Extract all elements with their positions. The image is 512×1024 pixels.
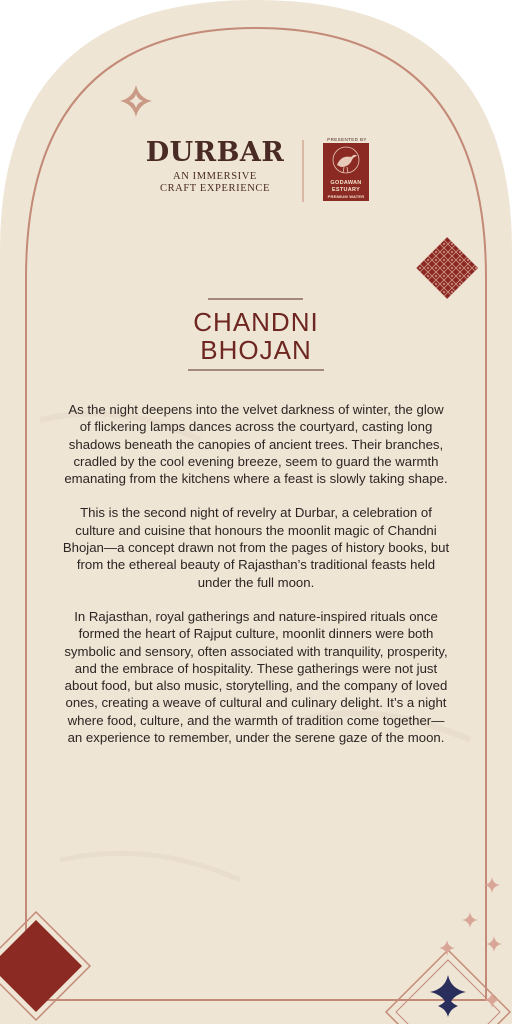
sponsor-line2: ESTUARY: [331, 187, 361, 193]
paragraph-3: In Rajasthan, royal gatherings and nature-inspired rituals once formed the heart of Rajput culture, moonlit dinners were both symbolic and sensory, often associated with tranquility, prosperity, and the embrace of hospitality. These gatherings were not just about food, but also music, storytelling, and the company of loved ones, creating a weave of cultural and culinary delight. It’s a night where food, culture, and the warmth of tradition come together—an experience to remember, under the serene gaze of the moon.: [64, 608, 448, 746]
sponsor-line1: GODAWAN: [330, 180, 362, 186]
brand-subtitle: [140, 171, 290, 195]
event-title-line2: BHOJAN: [200, 335, 312, 365]
brand-name: DURBAR: [145, 137, 285, 168]
body-text: [62, 401, 450, 763]
brand-subtitle-line2: CRAFT EXPERIENCE: [159, 183, 271, 194]
bird-logo-icon: [323, 143, 369, 179]
sponsor-line3: PREMIUM WATER: [327, 194, 365, 199]
presented-by: PRESENTED BY: [327, 137, 367, 142]
event-title-line1: CHANDNI: [193, 307, 319, 337]
paragraph-1: As the night deepens into the velvet darkness of winter, the glow of flickering lamps dances across the courtyard, casting long shadows beneath the canopies of ancient trees. Their branches, cradled by the cool evening breeze, seem to guard the warmth emanating from the kitchens where a feast is slowly taking shape.: [64, 402, 448, 487]
paragraph-2: This is the second night of revelry at Durbar, a celebration of culture and cuisine that honours the moonlit magic of Chandni Bhojan—a concept drawn not from the pages of history books, but from the ethereal beauty of Rajasthan’s traditional feasts held under the full moon.: [62, 505, 450, 590]
logo-block: [0, 0, 512, 200]
brand-subtitle-line1: AN IMMERSIVE: [173, 171, 257, 182]
sponsor-logo: [323, 143, 369, 201]
event-title: [150, 308, 362, 364]
